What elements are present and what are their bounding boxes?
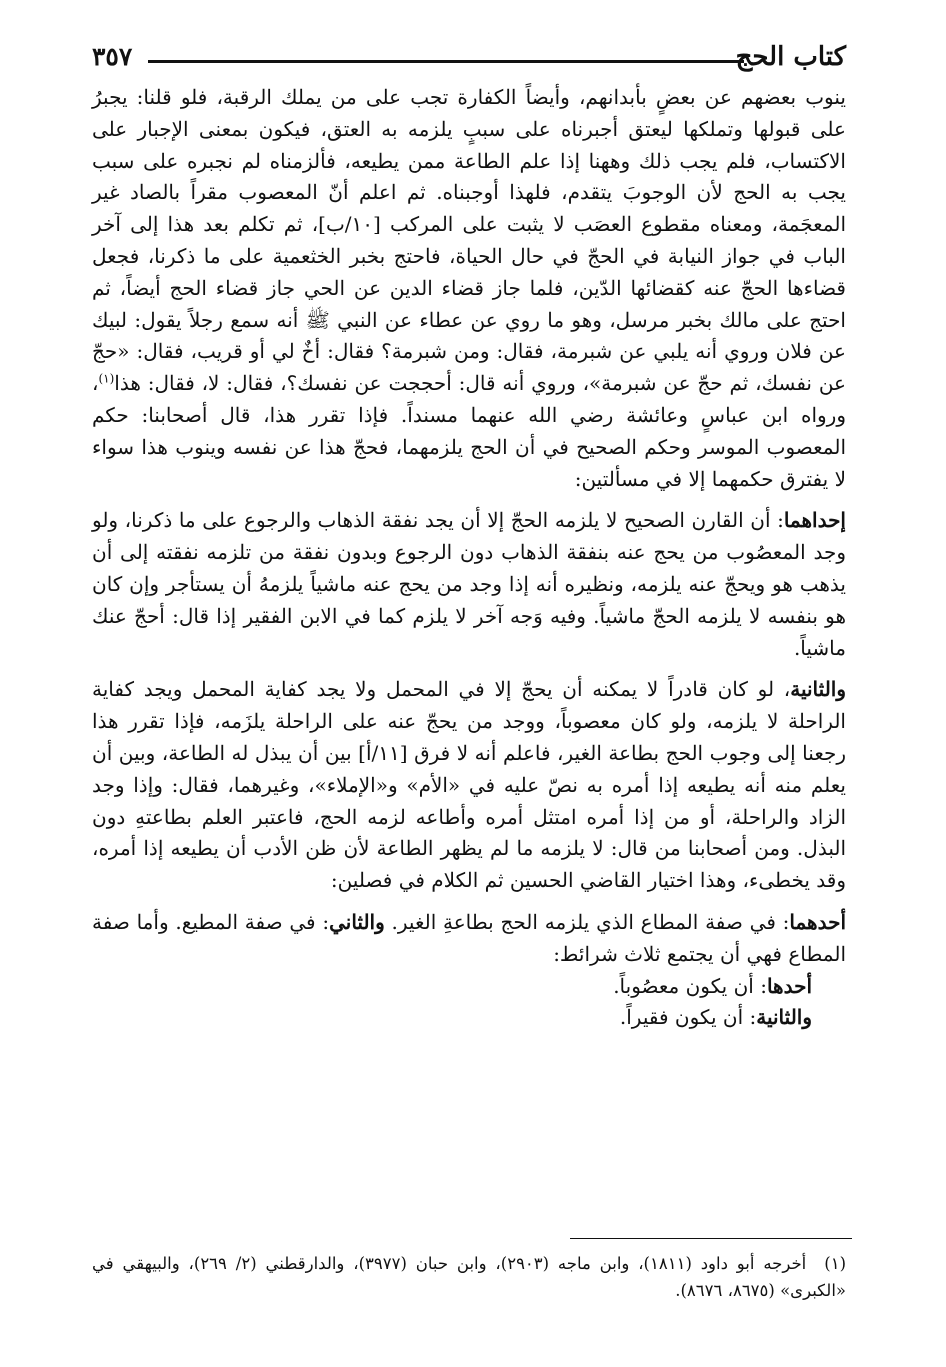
list-item [92, 971, 846, 1003]
footnote [92, 1250, 846, 1304]
paragraph-text: ، ورواه ابن عباسٍ وعائشة رضي الله عنهما مسنداً. فإذا تقرر هذا، قال أصحابنا: حكم المعصوب الموسر وحكم الصحيح في أن الحج يلزمهما، فحجّ هذا عن نفسه وينوب هذا سواء لا يفترق حكمهما إلا في مسألتين: [92, 371, 846, 491]
list-item-lead: والثانية [756, 1005, 812, 1030]
paragraph-text: : في صفة المطيع. وأما صفة المطاع فهي أن يجتمع ثلاث شرائط: [92, 909, 846, 966]
footnote-separator [570, 1238, 852, 1239]
paragraph [92, 82, 846, 495]
paragraph-lead: أحدهما [789, 909, 847, 934]
footnote-reference[interactable]: (١) [98, 371, 115, 386]
paragraph-lead: والثاني [329, 909, 385, 934]
list-item-text: : أن يكون فقيراً. [619, 1005, 757, 1030]
list-item [92, 1002, 846, 1034]
paragraph-lead: والثانية [790, 677, 846, 702]
paragraph [92, 674, 846, 897]
paragraph [92, 907, 846, 971]
paragraph [92, 505, 846, 664]
page-header [92, 34, 846, 80]
paragraph-lead: إحداهما [783, 508, 846, 533]
footnote-text: أخرجه أبو داود (١٨١١)، وابن ماجه (٢٩٠٣)، وابن حبان (٣٩٧٧)، والدارقطني (٢/ ٢٦٩)، والبيهقي في «الكبرى» (٨٦٧٥، ٨٦٧٦). [92, 1254, 846, 1300]
paragraph-text: ، لو كان قادراً لا يمكنه أن يحجّ إلا في المحمل ولا يجد كفاية المحمل ويجد كفاية الراحلة لا يلزمه، ولو كان معصوباً، ووجد من يحجّ عنه على الراحلة يلزَمه، فإذا تقرر هذا رجعنا إلى وجوب الحج بطاعة الغير، فاعلم أنه لا فرق [١١/أ] بين أن يبذل له الطاعة، وبين أن يعلم منه أنه يطيعه إذا أمره به نصّ عليه في «الأم» و«الإملاء»، وغيرهما، فقال: وإذا وجد الزاد والراحلة، أو من إذا أمره امتثل أمره وأطاعه لزمه الحج، فاعتبر العلم بطاعتهِ دون البذل. ومن أصحابنا من قال: لا يلزمه ما لم يظهر الطاعة لأن ظن الأدب أن يطيعه إذا أمره، وقد يخطىء، وهذا اختيار القاضي الحسين ثم الكلام في فصلين: [92, 677, 846, 893]
paragraph-text: ينوب بعضهم عن بعضٍ بأبدانهم، وأيضاً الكفارة تجب على من يملك الرقبة، فلو قلنا: يجبرُ على قبولها وتملكها ليعتق أجبرناه على سببٍ يلزمه به العتق، فيكون بمعنى الإجبار على الاكتساب، فلم يجب ذلك وههنا إذا علم الطاعة ممن يطيعه، فألزمناه لم نجبره على سبب يجب به الحج لأن الوجوبَ يتقدم، فلهذا أوجبناه. ثم اعلم أنّ المعصوب مقراً بالصاد غير المعجَمة، ومعناه مقطوع العصَب لا يثبت على المركب [١٠/ب]، ثم تكلم بعد هذا إلى آخر الباب في جواز النيابة في الحجّ في حال الحياة، فاحتج بخبر الخثعمية على ما ذكرنا، فجعل قضاءها الحجّ عنه كقضائها الدّين، فلما جاز قضاء الدين عن الحي جاز قضاء الحج أيضاً، ثم احتج على مالك بخبر مرسل، وهو ما روي عن عطاء عن النبي ﷺ أنه سمع رجلاً يقول: لبيك عن فلان وروي أنه يلبي عن شبرمة، فقال: ومن شبرمة؟ فقال: أخٌ لي أو قريب، فقال: «حجّ عن نفسك، ثم حجّ عن شبرمة»، وروي أنه قال: أحججت عن نفسك؟، فقال: لا، فقال: هذا [92, 85, 847, 396]
list-item-lead: أحدها [766, 973, 812, 998]
paragraph-text: : أن القارن الصحيح لا يلزمه الحجّ إلا أن يجد نفقة الذهاب والرجوع على ما ذكرنا، ولو وجد المعصُوب من يحج عنه بنفقة الذهاب دون الرجوع وبدون نفقة من تلزمه نفقته إلى أن يذهب هو ويحجّ عنه يلزمه، ونظيره أنه إذا وجد من يحج عنه ماشياً يلزمهُ أن يستأجر وإن كان هو بنفسه لا يلزمه الحجّ ماشياً. وفيه وَجه آخر لا يلزم كما في الابن الفقير إذا قال: أحجّ عنك ماشياً. [92, 508, 846, 660]
list-item-text: : أن يكون معصُوباً. [613, 973, 767, 998]
paragraph-text: : في صفة المطاع الذي يلزمه الحج بطاعةِ الغير. [391, 909, 790, 934]
main-text [92, 82, 846, 1222]
footnote-number: (١) [824, 1254, 847, 1273]
page-number: ٣٥٧ [92, 42, 133, 71]
footnotes [92, 1250, 846, 1304]
header-rule [148, 60, 744, 63]
chapter-title: كتاب الحج [735, 42, 846, 72]
